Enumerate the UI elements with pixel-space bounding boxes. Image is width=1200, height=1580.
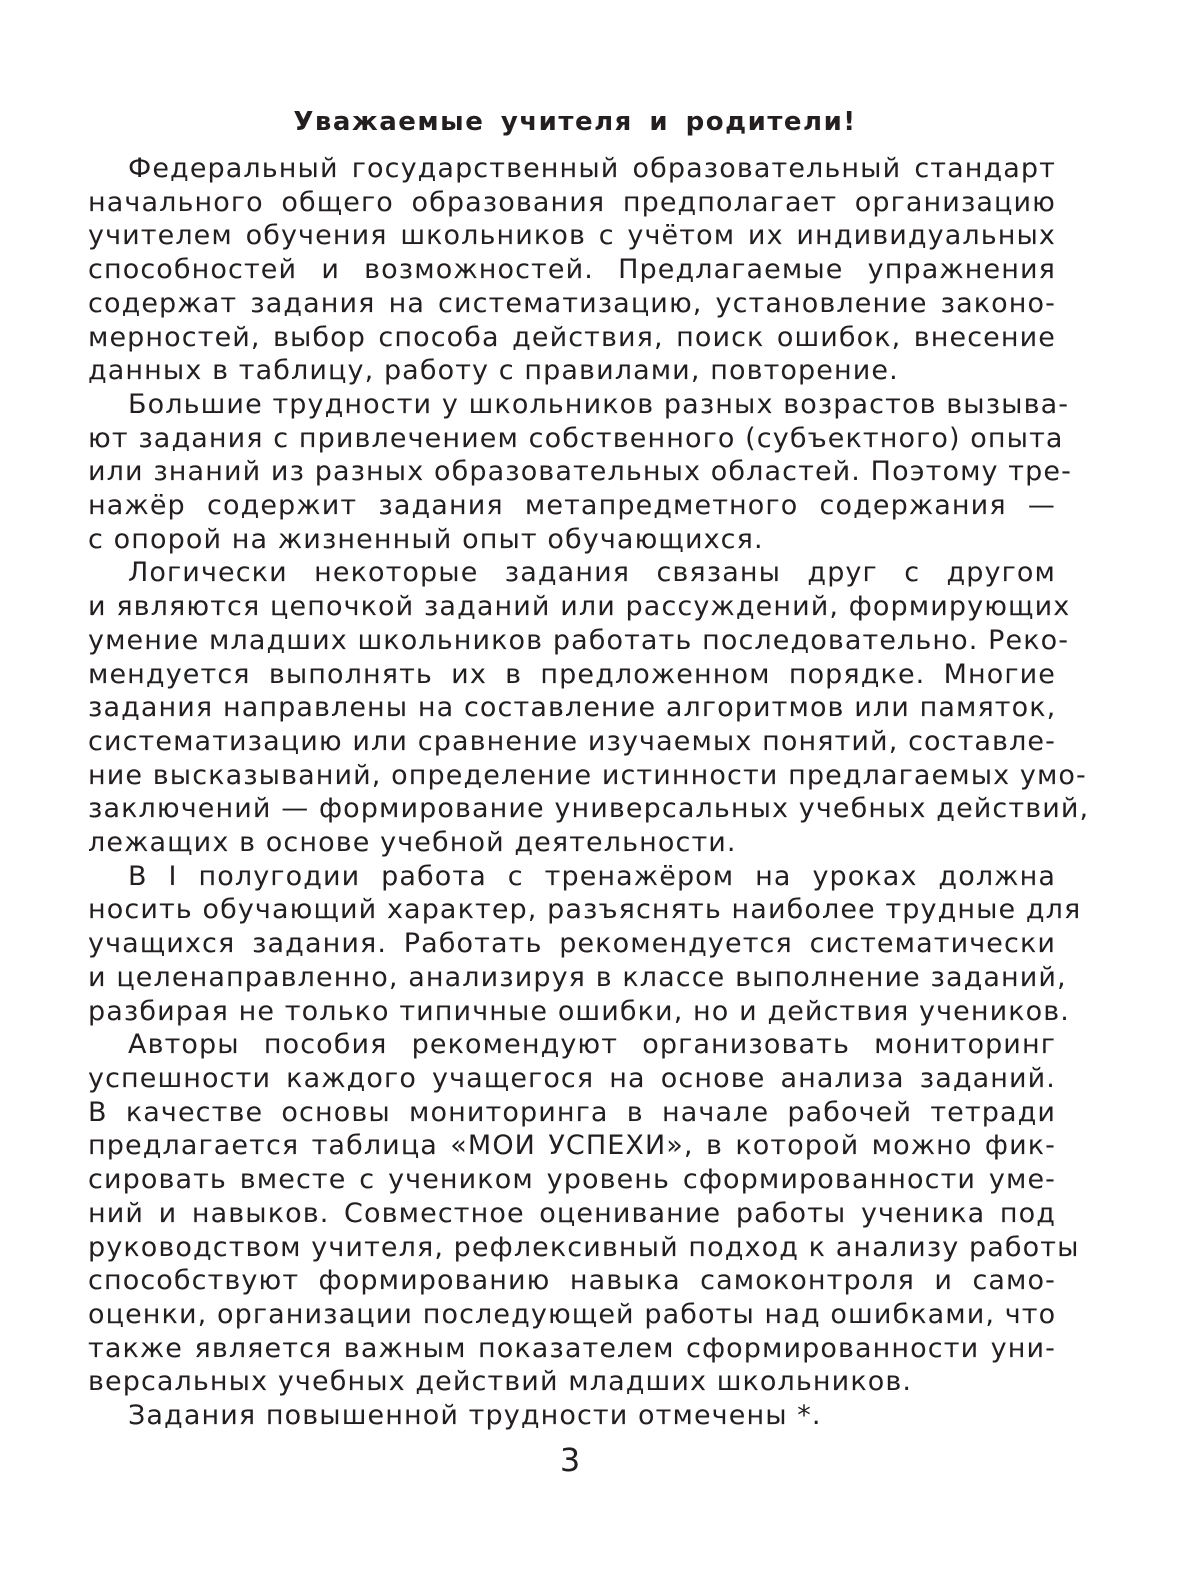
text-line: начального общего образования предполагает организацию [88,186,1056,218]
text-line: способностей и возможностей. Предлагаемые упражнения [88,254,1056,286]
body-text [88,152,1090,1433]
text-line: умение младших школьников работать последовательно. Реко- [88,624,1070,656]
text-line: мендуется выполнять их в предложенном порядке. Многие [88,658,1056,690]
text-line: учащихся задания. Работать рекомендуется систематически [88,928,1056,960]
text-line: способствуют формированию навыка самоконтроля и само- [88,1265,1056,1297]
text-line: задания направлены на составление алгоритмов или памяток, [88,692,1057,724]
paragraph [88,556,1090,859]
paragraph [88,152,1056,388]
text-line: носить обучающий характер, разъяснять наиболее трудные для [88,894,1082,926]
text-line: лежащих в основе учебной деятельности. [88,827,737,859]
text-line: данных в таблицу, работу с правилами, повторение. [88,355,899,387]
text-line: Федеральный государственный образовательный стандарт [128,153,1056,184]
document-page [88,100,1090,1433]
text-line: заключений — формирование универсальных учебных действий, [88,793,1090,825]
text-line: оценки, организации последующей работы над ошибками, что [88,1298,1057,1330]
text-line: нажёр содержит задания метапредметного содержания — [88,490,1056,522]
text-line: предлагается таблица «МОИ УСПЕХИ», в которой можно фик- [88,1130,1056,1162]
paragraph [88,1399,1056,1433]
text-line: ют задания с привлечением собственного (субъектного) опыта [88,422,1064,454]
text-line: Логически некоторые задания связаны друг с другом [128,557,1056,589]
text-line: версальных учебных действий младших школьников. [88,1366,913,1398]
text-line: также является важным показателем сформированности уни- [88,1332,1056,1364]
text-line: Авторы пособия рекомендуют организовать мониторинг [128,1029,1056,1061]
text-line: успешности каждого учащегося на основе анализа заданий. [88,1062,1056,1094]
text-line: ние высказываний, определение истинности предлагаемых умо- [88,759,1087,791]
text-line: В качестве основы мониторинга в начале рабочей тетради [88,1096,1056,1128]
text-line: ний и навыков. Совместное оценивание работы ученика под [88,1197,1056,1229]
page-title: Уважаемые учителя и родители! [293,107,857,137]
text-line: разбирая не только типичные ошибки, но и действия учеников. [88,995,1070,1027]
text-line: с опорой на жизненный опыт обучающихся. [88,523,764,555]
text-line: и целенаправленно, анализируя в классе выполнение заданий, [88,961,1067,993]
paragraph [88,388,1072,557]
text-line: сировать вместе с учеником уровень сформированности уме- [88,1164,1056,1196]
text-line: Большие трудности у школьников разных возрастов вызыва- [128,388,1070,420]
text-line: Задания повышенной трудности отмечены *. [128,1400,822,1432]
text-line: В I полугодии работа с тренажёром на уроках должна [128,860,1056,892]
text-line: содержат задания на систематизацию, установление законо- [88,287,1056,319]
text-line: руководством учителя, рефлексивный подход к анализу работы [88,1231,1080,1263]
text-line: мерностей, выбор способа действия, поиск ошибок, внесение [88,321,1056,353]
paragraph [88,1028,1080,1399]
page-number: 3 [559,1441,581,1479]
text-line: и являются цепочкой заданий или рассуждений, формирующих [88,591,1071,623]
text-line: или знаний из разных образовательных областей. Поэтому тре- [88,456,1072,488]
text-line: систематизацию или сравнение изучаемых понятий, составле- [88,725,1056,757]
text-line: учителем обучения школьников с учётом их индивидуальных [88,220,1056,252]
paragraph [88,860,1082,1029]
